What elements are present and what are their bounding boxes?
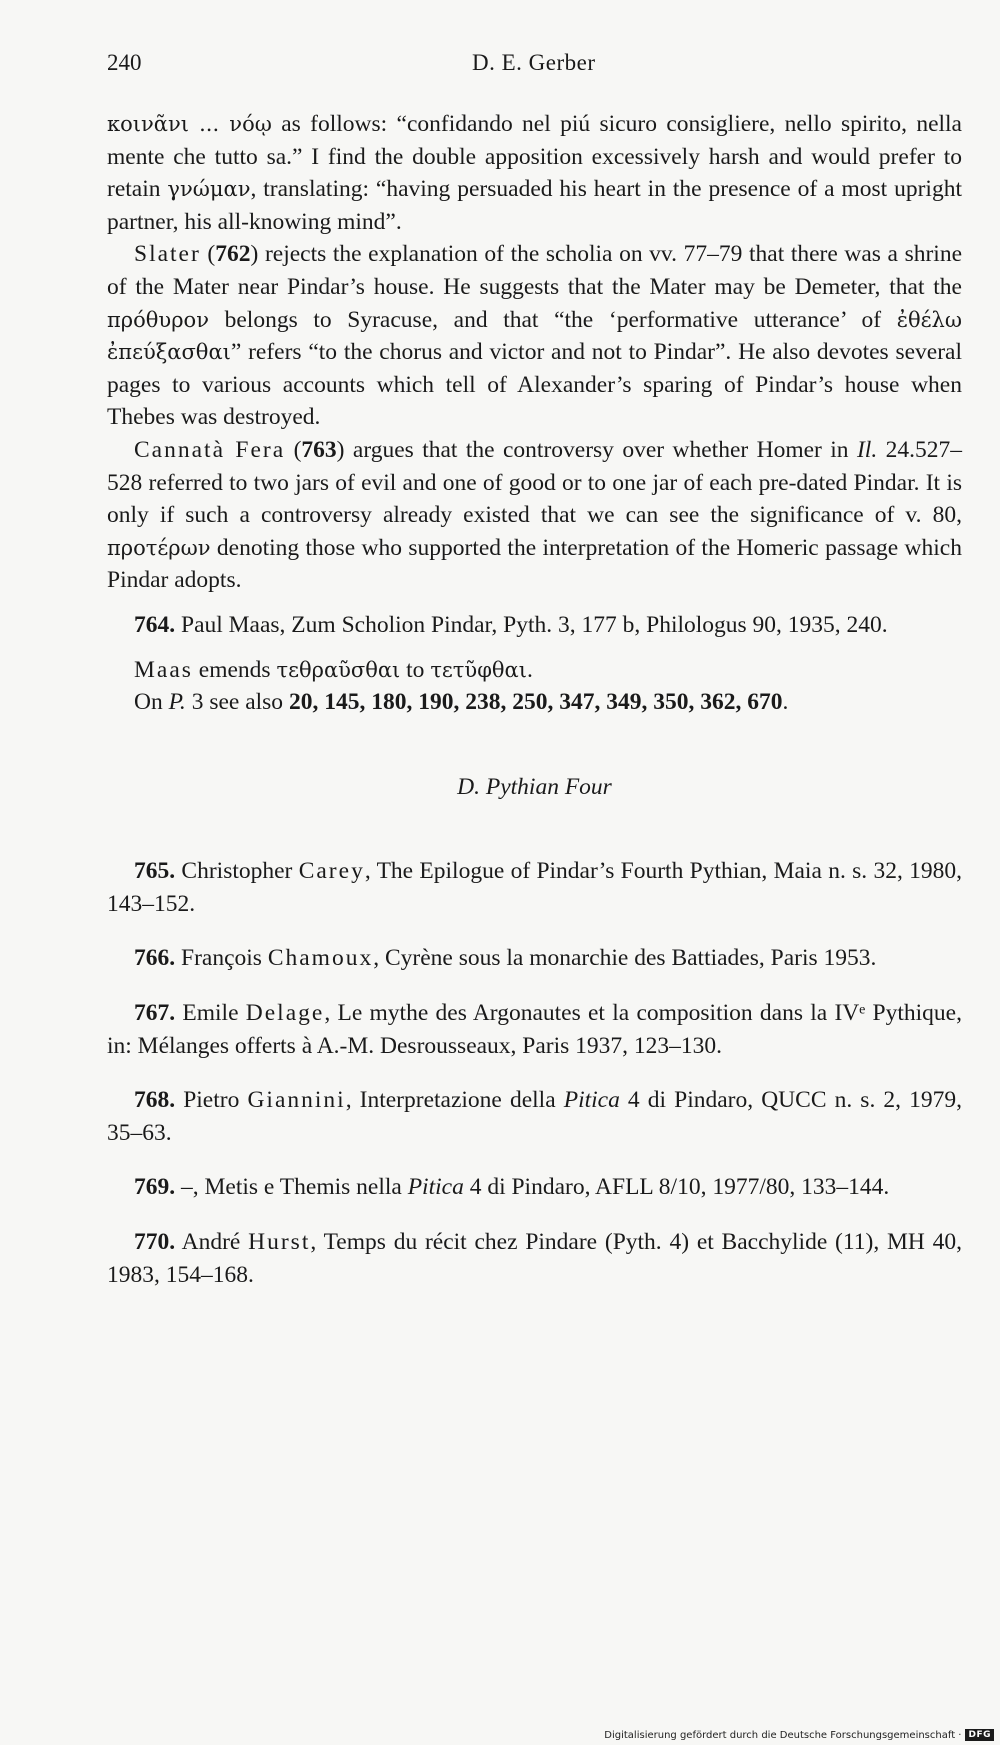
bold-ref: 770.	[134, 1229, 176, 1256]
paragraph-gnoman	[107, 108, 962, 238]
bib-entry-766	[107, 942, 962, 975]
text-run: , Interpretazione della	[345, 1087, 564, 1114]
bold-ref: 765.	[134, 858, 176, 885]
text-run: as follows: “confidando nel piú sicuro consigliere, nello spirito, nella mente che tutto sa.” I find the double apposition excessively harsh and would prefer to retain	[107, 111, 962, 203]
bold-ref: 764.	[134, 611, 176, 638]
text-run: François	[175, 945, 268, 972]
text-run: emends	[192, 656, 277, 683]
author-name: Giannini	[247, 1087, 346, 1114]
bold-ref: 20, 145, 180, 190, 238, 250, 347, 349, 350, 362, 670	[288, 689, 783, 716]
text-run: (	[285, 436, 302, 463]
text-run: Emile	[175, 1000, 246, 1027]
text-run: –, Metis e Themis nella	[175, 1174, 408, 1201]
text-run: Christopher	[175, 858, 299, 885]
bib-entry-764	[107, 609, 962, 642]
text-run: , Le mythe des Argonautes et la composition dans la IVᵉ Pythique, in: Mélanges offerts à A.-M. Desrousseaux, Paris 1937, 123–130.	[107, 1000, 962, 1059]
author-name: Slater	[134, 241, 201, 268]
italic-text: Pitica	[563, 1087, 620, 1114]
digitization-credit	[604, 1729, 994, 1741]
author-name: Cannatà Fera	[134, 436, 286, 463]
credit-text: Digitalisierung gefördert durch die Deutsche Forschungsgemeinschaft ·	[604, 1729, 962, 1741]
greek-term: προτέρων	[107, 535, 211, 560]
text-run: , Temps du récit chez Pindare (Pyth. 4) et Bacchylide (11), MH 40, 1983, 154–168.	[107, 1229, 962, 1288]
greek-term: γνώμαν	[167, 177, 251, 202]
italic-text: Pitica	[407, 1174, 464, 1201]
bold-ref: 769.	[134, 1174, 176, 1201]
text-run: Paul Maas, Zum Scholion Pindar, Pyth. 3, 177 b, Philologus 90, 1935, 240.	[175, 611, 888, 638]
text-run: 4 di Pindaro, AFLL 8/10, 1977/80, 133–144.	[463, 1174, 890, 1201]
dfg-logo: DFG	[965, 1729, 994, 1741]
author-name: Delage	[245, 1000, 325, 1027]
text-run: to	[400, 656, 431, 683]
text-run: ) argues that the controversy over whether Homer in	[336, 436, 857, 463]
text-run: denoting those who supported the interpretation of the Homeric passage which Pindar adopts.	[107, 534, 962, 594]
paragraph-slater	[107, 238, 962, 434]
bib-entry-770	[107, 1226, 962, 1291]
greek-term: τετῦφθαι	[430, 657, 527, 682]
text-run: , Cyrène sous la monarchie des Battiades, Paris 1953.	[373, 945, 877, 972]
bib-entry-767	[107, 997, 962, 1062]
author-name: Hurst	[248, 1229, 311, 1256]
page-number: 240	[107, 50, 142, 75]
paragraph-see-also	[107, 686, 962, 719]
italic-text: D. Pythian Four	[457, 773, 612, 800]
text-run: , The Epilogue of Pindar’s Fourth Pythian, Maia n. s. 32, 1980, 143–152.	[107, 858, 963, 917]
bib-entry-769	[107, 1171, 962, 1204]
text-run: On	[134, 689, 169, 716]
text-run: Pietro	[175, 1087, 248, 1114]
greek-term: κοινᾶνι ... νόῳ	[107, 112, 272, 136]
text-run: ) rejects the explanation of the scholia on vv. 77–79 that there was a shrine of the Mater near Pindar’s house. He suggests that the Mater may be Demeter, that the	[107, 241, 963, 300]
text-run: , translating: “having persuaded his heart in the presence of a most upright partner, his all-knowing mind”.	[107, 176, 962, 235]
bold-ref: 763	[301, 436, 337, 463]
text-run: 3 see also	[185, 689, 289, 716]
bib-entry-765	[107, 855, 962, 920]
text-run: (	[200, 241, 216, 268]
text-run: .	[782, 689, 789, 716]
author-name: Carey	[298, 858, 365, 885]
text-run: belongs to Syracuse, and that “the ‘performative utterance’ of	[208, 306, 897, 333]
bold-ref: 768.	[134, 1087, 176, 1114]
body-text	[107, 108, 962, 1291]
italic-text: Il.	[856, 436, 878, 463]
paragraph-maas	[107, 654, 962, 687]
text-run: 4 di Pindaro, QUCC n. s. 2, 1979, 35–63.	[107, 1087, 962, 1146]
author-name: Maas	[134, 656, 193, 683]
bib-entry-768	[107, 1084, 962, 1149]
running-head: D. E. Gerber	[472, 50, 596, 75]
greek-term: τεθραῦσθαι	[276, 657, 401, 682]
text-run: ” refers “to the chorus and victor and not to Pindar”. He also devotes several pages to various accounts which tell of Alexander’s sparing of Pindar’s house when Thebes was destroyed.	[107, 339, 962, 431]
greek-term: πρόθυρον	[107, 307, 209, 332]
paragraph-cannata-fera	[107, 434, 962, 597]
section-title	[107, 771, 962, 804]
author-name: Chamoux	[267, 945, 374, 972]
text-run: André	[175, 1229, 249, 1256]
bold-ref: 762	[215, 241, 251, 268]
text-run: .	[526, 656, 533, 683]
bold-ref: 767.	[134, 1000, 176, 1027]
greek-term: ἐθέλω ἐπεύξασθαι	[107, 307, 962, 365]
text-run: 24.527–528 referred to two jars of evil and one of good or to one jar of each pre-dated Pindar. It is only if such a controversy already existed that we can see the significance of v. 80,	[107, 436, 963, 529]
italic-text: P.	[168, 689, 186, 716]
bold-ref: 766.	[134, 945, 176, 972]
